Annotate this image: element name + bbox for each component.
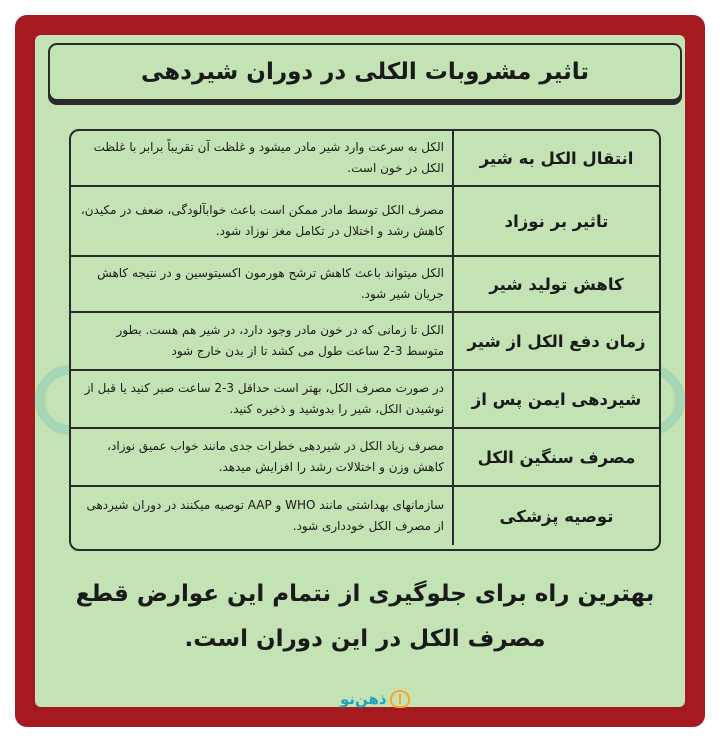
- row-description: سازمانهای بهداشتی مانند WHO و AAP توصیه میکنند در دوران شیردهی از مصرف الکل خودداری شود.: [86, 498, 444, 533]
- table-row: [71, 187, 659, 257]
- row-heading: مصرف سنگین الکل: [452, 429, 659, 485]
- row-heading: شیردهی ایمن پس از: [452, 371, 659, 427]
- table-row: [71, 487, 659, 545]
- row-heading: انتقال الکل به شیر: [452, 131, 659, 185]
- table-row: [71, 257, 659, 313]
- table-row: [71, 371, 659, 429]
- row-description: الکل میتواند باعث کاهش ترشح هورمون اکسیتوسین و در نتیجه کاهش جریان شیر شود.: [97, 266, 444, 301]
- brand-name: ذهن‌نو: [340, 690, 387, 708]
- table-row: [71, 429, 659, 487]
- row-description: مصرف الکل توسط مادر ممکن است باعث خوابآلودگی، ضعف در مکیدن، کاهش رشد و اختلال در تکامل مغز نوزاد شود.: [80, 203, 444, 238]
- page-title: تاثیر مشروبات الکلی در دوران شیردهی: [140, 59, 590, 85]
- row-description: در صورت مصرف الکل، بهتر است حداقل 3-2 ساعت صبر کنید یا قبل از نوشیدن الکل، شیر را بدوشید و ذخیره کنید.: [84, 381, 444, 416]
- row-heading: کاهش تولید شیر: [452, 257, 659, 311]
- table-row: [71, 131, 659, 187]
- title-banner: [48, 43, 682, 101]
- table-row: [71, 313, 659, 371]
- brain-icon: [390, 690, 410, 708]
- row-heading: توصیه پزشکی: [452, 487, 659, 545]
- row-description: مصرف زیاد الکل در شیردهی خطرات جدی مانند خواب عمیق نوزاد، کاهش وزن و اختلالات رشد را افزایش میدهد.: [107, 439, 444, 474]
- row-heading: تاثیر بر نوزاد: [452, 187, 659, 255]
- row-description: الکل تا زمانی که در خون مادر وجود دارد، در شیر هم هست. بطور متوسط 3-2 ساعت طول می کشد تا از بدن خارج شود: [116, 323, 444, 358]
- brand-logo: [340, 688, 410, 710]
- footer-note: بهترین راه برای جلوگیری از نتمام این عوارض قطع مصرف الکل در این دوران است.: [75, 581, 655, 652]
- info-table: [69, 129, 661, 551]
- row-heading: زمان دفع الکل از شیر: [452, 313, 659, 369]
- row-description: الکل به سرعت وارد شیر مادر میشود و غلظت آن تقریباً برابر با غلظت الکل در خون است.: [93, 140, 444, 175]
